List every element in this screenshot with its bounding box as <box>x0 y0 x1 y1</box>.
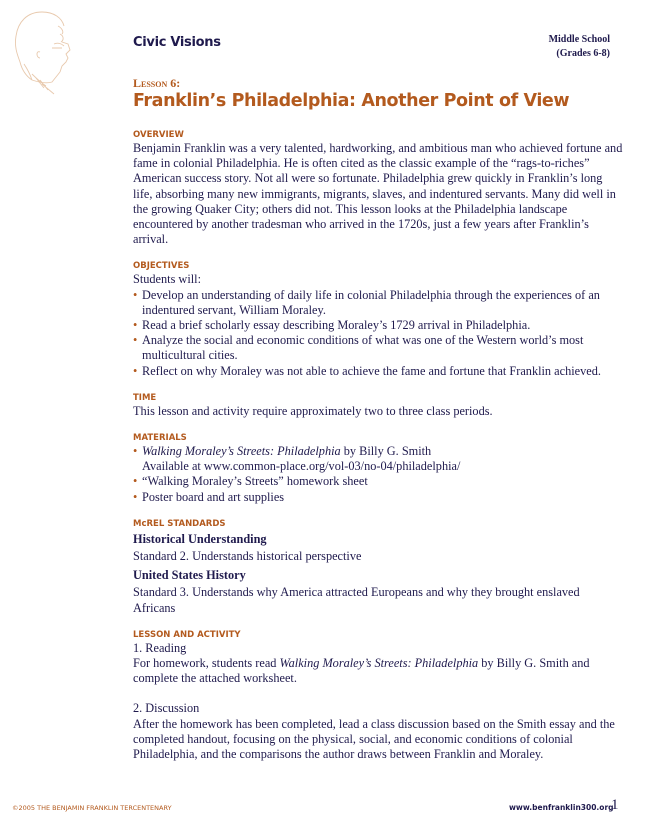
step-text-post: by Billy G. Smith and complete the attached worksheet. <box>133 656 590 686</box>
objectives-intro: Students will: <box>133 272 201 287</box>
standard-group-title: Historical Understanding <box>133 531 267 546</box>
website-link[interactable]: www.benfranklin300.org <box>509 803 614 812</box>
objectives-list <box>133 288 623 379</box>
list-item <box>133 444 623 474</box>
activity-section <box>133 630 623 762</box>
section-heading: LESSON AND ACTIVITY <box>133 629 241 640</box>
page-title: Franklin’s Philadelphia: Another Point of View <box>133 91 570 111</box>
list-item: • Analyze the social and economic conditions of what was one of the Western world’s most multicultural cities. <box>133 333 623 363</box>
step-text <box>133 656 623 686</box>
page-number: 1 <box>611 797 619 813</box>
section-heading: McREL STANDARDS <box>133 518 226 529</box>
standards-section <box>133 519 623 616</box>
lesson-content <box>133 130 623 776</box>
section-heading: OVERVIEW <box>133 130 184 140</box>
step-text: After the homework has been completed, lead a class discussion based on the Smith essay and the completed handout, focusing on the physical, social, and economic conditions of colonial Philadelphia, and the comparisons the author draws between Franklin and Moraley. <box>133 716 615 762</box>
materials-list <box>133 444 623 505</box>
step-text-pre: For homework, students read <box>133 656 280 671</box>
standard-text: Standard 3. Understands why America attracted Europeans and why they brought enslaved Africans <box>133 585 580 615</box>
material-author: by Billy G. Smith <box>340 444 432 459</box>
franklin-portrait-icon <box>2 4 82 100</box>
step-label: 1. Reading <box>133 640 187 655</box>
grade-level <box>549 33 610 61</box>
grade-range: (Grades 6-8) <box>556 48 610 59</box>
overview-section <box>133 130 623 247</box>
time-text: This lesson and activity require approximately two to three class periods. <box>133 403 493 418</box>
list-item: • Develop an understanding of daily life in colonial Philadelphia through the experiences of an indentured servant, William Moraley. <box>133 288 623 318</box>
step-text-title: Walking Moraley’s Streets: Philadelphia <box>279 656 479 671</box>
section-heading: MATERIALS <box>133 433 187 444</box>
time-section <box>133 393 623 419</box>
copyright: ©2005 THE BENJAMIN FRANKLIN TERCENTENARY <box>12 804 172 812</box>
list-item: • Read a brief scholarly essay describing Moraley’s 1729 arrival in Philadelphia. <box>133 318 623 333</box>
standard-group-title: United States History <box>133 568 246 583</box>
overview-text: Benjamin Franklin was a very talented, hardworking, and ambitious man who achieved fortune and fame in colonial Philadelphia. He is often cited as the classic example of the “rags-to-riches” American success story. Not all were so fortunate. Philadelphia grew quickly in Franklin’s long life, absorbing many new immigrants, migrants, slaves, and indentured servants. Many did well in the growing Quaker City; others did not. This lesson looks at the Philadelphia landscape encountered by another tradesman who arrived in the 1720s, just a few years after Franklin’s arrival. <box>133 141 623 247</box>
objectives-section <box>133 261 623 378</box>
lesson-number: Lesson 6: <box>133 76 181 90</box>
material-link[interactable]: Available at www.common-place.org/vol-03/no-04/philadelphia/ <box>142 459 461 474</box>
grade-level-label: Middle School <box>548 34 610 45</box>
series-title: Civic Visions <box>133 35 221 50</box>
list-item: • Poster board and art supplies <box>133 490 623 505</box>
section-heading: OBJECTIVES <box>133 261 190 272</box>
list-item: • “Walking Moraley’s Streets” homework sheet <box>133 474 623 489</box>
step-label: 2. Discussion <box>133 701 200 716</box>
list-item: • Reflect on why Moraley was not able to achieve the fame and fortune that Franklin achieved. <box>133 364 623 379</box>
materials-section <box>133 433 623 505</box>
standard-text: Standard 2. Understands historical perspective <box>133 549 362 564</box>
section-heading: TIME <box>133 392 157 403</box>
material-title: Walking Moraley’s Streets: Philadelphia <box>142 444 341 459</box>
